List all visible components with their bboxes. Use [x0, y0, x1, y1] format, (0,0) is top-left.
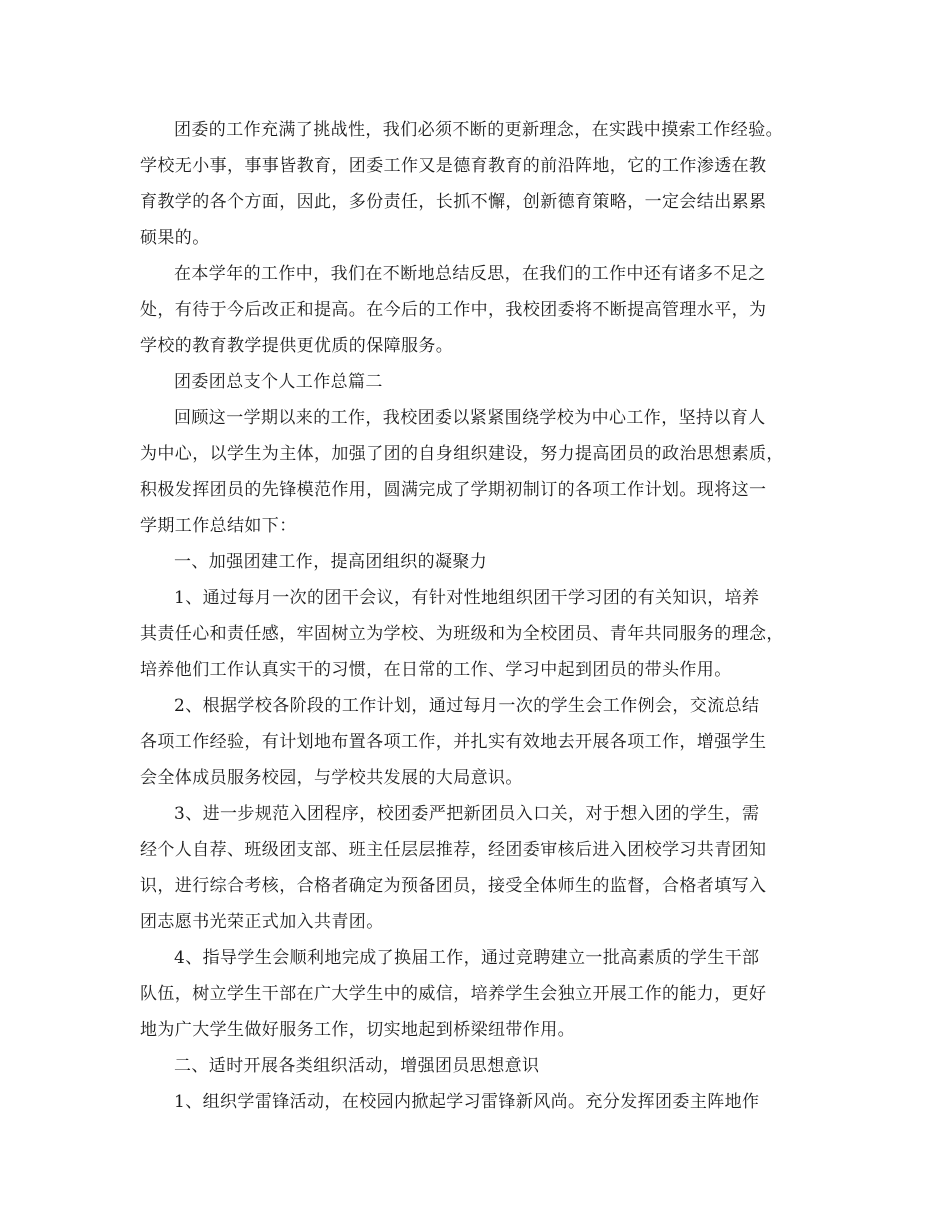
text-line: 各项工作经验，有计划地布置各项工作，并扎实有效地去开展各项工作，增强学生 [140, 732, 767, 752]
text-line: 二、适时开展各类组织活动，增强团员思想意识 [174, 1056, 540, 1076]
text-line: 一、加强团建工作，提高团组织的凝聚力 [174, 552, 488, 572]
text-line: 其责任心和责任感，牢固树立为学校、为班级和为全校团员、青年共同服务的理念， [140, 624, 784, 644]
text-line: 育教学的各个方面，因此，多份责任，长抓不懈，创新德育策略，一定会结出累累 [140, 192, 767, 212]
text-line: 在本学年的工作中，我们在不断地总结反思，在我们的工作中还有诸多不足之 [174, 264, 766, 284]
text-line: 处，有待于今后改正和提高。在今后的工作中，我校团委将不断提高管理水平，为 [140, 300, 767, 320]
document-body [140, 112, 820, 1120]
text-line: 1、通过每月一次的团干会议，有针对性地组织团干学习团的有关知识，培养 [174, 588, 760, 608]
text-line: 学校无小事，事事皆教育，团委工作又是德育教育的前沿阵地，它的工作渗透在教 [140, 156, 767, 176]
text-line: 团委团总支个人工作总篇二 [174, 372, 383, 392]
text-line: 学期工作总结如下： [140, 516, 297, 536]
text-line: 识，进行综合考核，合格者确定为预备团员，接受全体师生的监督，合格者填写入 [140, 876, 767, 896]
text-line: 3、进一步规范入团程序，校团委严把新团员入口关，对于想入团的学生，需 [174, 804, 760, 824]
text-line: 团志愿书光荣正式加入共青团。 [140, 912, 384, 932]
text-line: 团委的工作充满了挑战性，我们必须不断的更新理念，在实践中摸索工作经验。 [174, 120, 783, 140]
text-line: 为中心，以学生为主体，加强了团的自身组织建设，努力提高团员的政治思想素质， [140, 444, 784, 464]
text-line: 经个人自荐、班级团支部、班主任层层推荐，经团委审核后进入团校学习共青团知 [140, 840, 767, 860]
text-line: 地为广大学生做好服务工作，切实地起到桥梁纽带作用。 [140, 1020, 575, 1040]
text-line: 会全体成员服务校园，与学校共发展的大局意识。 [140, 768, 523, 788]
text-line: 积极发挥团员的先锋模范作用，圆满完成了学期初制订的各项工作计划。现将这一 [140, 480, 767, 500]
text-line: 学校的教育教学提供更优质的保障服务。 [140, 336, 454, 356]
text-line: 1、组织学雷锋活动，在校园内掀起学习雷锋新风尚。充分发挥团委主阵地作 [174, 1092, 760, 1112]
text-line: 2、根据学校各阶段的工作计划，通过每月一次的学生会工作例会，交流总结 [174, 696, 760, 716]
text-line: 队伍，树立学生干部在广大学生中的威信，培养学生会独立开展工作的能力，更好 [140, 984, 767, 1004]
text-line: 4、指导学生会顺利地完成了换届工作，通过竞聘建立一批高素质的学生干部 [174, 948, 760, 968]
text-line: 回顾这一学期以来的工作，我校团委以紧紧围绕学校为中心工作，坚持以育人 [174, 408, 766, 428]
text-line: 培养他们工作认真实干的习惯，在日常的工作、学习中起到团员的带头作用。 [140, 660, 732, 680]
text-line: 硕果的。 [140, 228, 210, 248]
